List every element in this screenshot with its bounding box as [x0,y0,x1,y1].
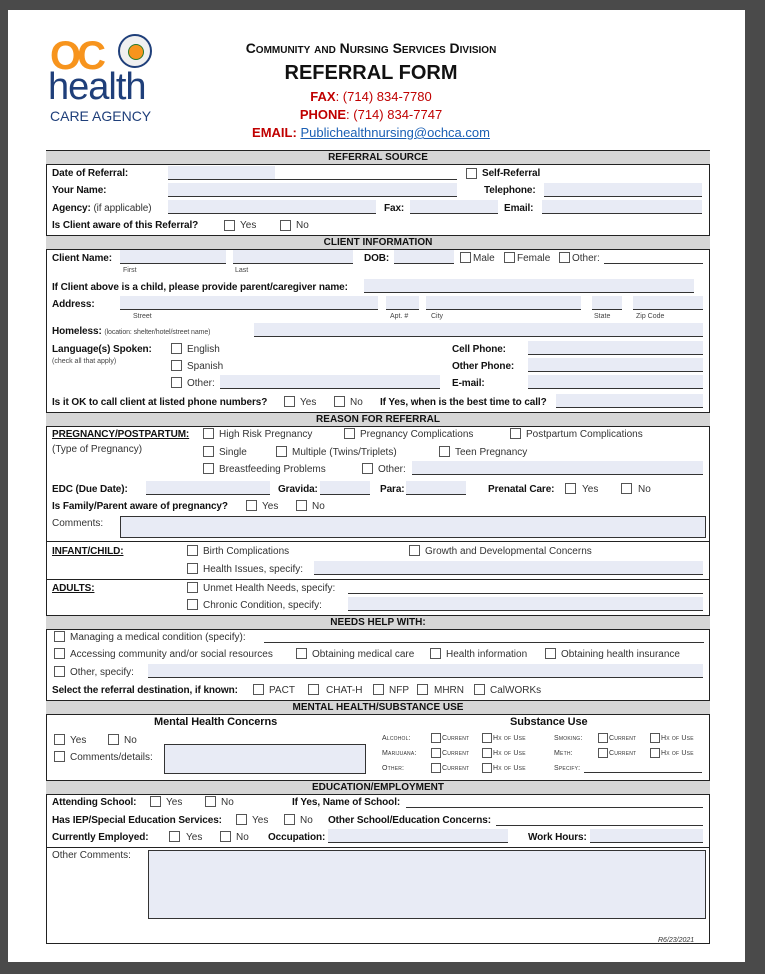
employed-label: Currently Employed: [52,832,149,843]
health-info-checkbox[interactable] [430,648,441,659]
aware-no-checkbox[interactable] [280,220,291,231]
preg-other-field[interactable] [412,461,703,475]
zip-caption: Zip Code [636,313,665,320]
dob-label: DOB: [364,253,390,264]
attending-yes-checkbox[interactable] [150,796,161,807]
last-caption: Last [235,267,249,274]
employed-no-label: No [236,832,249,843]
alcohol-hx-label: Hx of Use [493,735,526,742]
smoking-label: Smoking: [554,735,583,742]
phone-line [178,107,564,122]
employed-yes-label: Yes [186,832,203,843]
work-hours-label: Work Hours: [528,832,587,843]
phone-label: PHONE [299,107,347,122]
obtaining-care-checkbox[interactable] [296,648,307,659]
logo-agency: CARE AGENCY [50,108,152,124]
ok-call-no-checkbox[interactable] [334,396,345,407]
breastfeeding-label: Breastfeeding Problems [219,464,326,475]
section-education: EDUCATION/EMPLOYMENT [46,780,710,795]
accessing-checkbox[interactable] [54,648,65,659]
attending-school-label: Attending School: [52,797,137,808]
health-issues-field[interactable] [314,561,703,575]
needs-other-checkbox[interactable] [54,666,65,677]
mh-title: Mental Health Concerns [154,716,278,728]
infant-child-label: INFANT/CHILD: [52,546,124,557]
occupation-label: Occupation: [268,832,326,843]
agency-label [52,203,151,214]
family-aware-yes-checkbox[interactable] [246,500,257,511]
divider-infant [46,541,710,542]
logo-health: health [48,66,146,108]
su-other-hx-label: Hx of Use [493,765,526,772]
marijuana-hx-checkbox[interactable] [482,748,492,758]
email-line [178,125,564,140]
client-email-field[interactable] [528,375,703,389]
attending-yes-label: Yes [166,797,183,808]
homeless-field[interactable] [254,323,703,337]
birth-complications-checkbox[interactable] [187,545,198,556]
other-comments-label: Other Comments: [52,850,131,861]
section-client-information: CLIENT INFORMATION [46,235,710,250]
prenatal-label: Prenatal Care: [488,484,555,495]
pregnancy-type-note: (Type of Pregnancy) [52,444,143,455]
agency-text: Agency: [52,203,91,214]
destination-label: Select the referral destination, if known: [52,685,238,696]
fax-field-label: Fax: [384,203,405,214]
iep-no-label: No [300,815,313,826]
alcohol-current-checkbox[interactable] [431,733,441,743]
work-hours-field[interactable] [590,829,703,843]
meth-current-checkbox[interactable] [598,748,608,758]
high-risk-checkbox[interactable] [203,428,214,439]
mh-yes-checkbox[interactable] [54,734,65,745]
dest-chath-checkbox[interactable] [308,684,319,695]
prenatal-yes-label: Yes [582,484,599,495]
aware-yes-label: Yes [240,220,257,231]
meth-hx-label: Hx of Use [661,750,694,757]
logo [48,36,168,136]
language-other-field[interactable] [220,375,440,389]
logo-oc: OC [50,34,102,78]
first-caption: First [123,267,137,274]
other-concerns-label: Other School/Education Concerns: [328,815,491,826]
other-concerns-field[interactable] [496,812,703,826]
divider-other-comments [46,847,710,848]
marijuana-hx-label: Hx of Use [493,750,526,757]
prenatal-yes-checkbox[interactable] [565,483,576,494]
dest-pact-label: PACT [269,685,295,696]
accessing-label: Accessing community and/or social resources [70,649,273,660]
spanish-label: Spanish [187,361,224,372]
dest-nfp-checkbox[interactable] [373,684,384,695]
meth-label: Meth: [554,750,573,757]
single-label: Single [219,447,247,458]
family-aware-yes-label: Yes [262,501,279,512]
phone-value: : (714) 834-7747 [346,107,443,122]
growth-checkbox[interactable] [409,545,420,556]
meth-hx-checkbox[interactable] [650,748,660,758]
other-gender-label: Other: [572,253,600,264]
mh-no-checkbox[interactable] [108,734,119,745]
language-note: (check all that apply) [52,358,117,365]
other-gender-checkbox[interactable] [559,252,570,263]
language-other-label: Other: [187,378,215,389]
city-field[interactable] [426,296,581,310]
child-caregiver-label: If Client above is a child, please provide parent/caregiver name: [52,282,348,293]
employed-yes-checkbox[interactable] [169,831,180,842]
alcohol-label: Alcohol: [382,735,411,742]
mh-comments-checkbox[interactable] [54,751,65,762]
single-checkbox[interactable] [203,446,214,457]
chronic-checkbox[interactable] [187,599,198,610]
other-phone-field[interactable] [528,358,703,372]
school-name-field[interactable] [406,794,703,808]
alcohol-current-label: Current [442,735,470,742]
zip-field[interactable] [633,296,703,310]
first-name-field[interactable] [120,250,226,264]
agency-field[interactable] [168,200,376,214]
complications-checkbox[interactable] [344,428,355,439]
su-other-label: Other: [382,765,405,772]
section-referral-source: REFERRAL SOURCE [46,150,710,165]
family-aware-label: Is Family/Parent aware of pregnancy? [52,501,228,512]
date-extra-line [275,166,457,180]
managing-field[interactable] [264,629,704,643]
street-caption: Street [133,313,152,320]
fax-line [178,89,564,104]
managing-checkbox[interactable] [54,631,65,642]
dest-mhrn-label: MHRN [434,685,464,696]
self-referral-checkbox[interactable] [466,168,477,179]
health-info-label: Health information [446,649,528,660]
date-of-referral-label: Date of Referral: [52,168,129,179]
email-label: EMAIL: [252,125,297,140]
homeless-text: Homeless: [52,326,102,337]
meth-current-label: Current [609,750,637,757]
client-name-label: Client Name: [52,253,112,264]
dest-calworks-label: CalWORKs [490,685,542,696]
homeless-note: (location: shelter/hotel/street name) [104,329,211,336]
last-name-field[interactable] [233,250,353,264]
city-caption: City [431,313,444,320]
language-label: Language(s) Spoken: [52,344,152,355]
school-name-label: If Yes, Name of School: [292,797,401,808]
female-label: Female [517,253,551,264]
best-time-label: If Yes, when is the best time to call? [380,397,547,408]
attending-no-checkbox[interactable] [205,796,216,807]
obtaining-care-label: Obtaining medical care [312,649,415,660]
section-mh-su: MENTAL HEALTH/SUBSTANCE USE [46,700,710,715]
aware-yes-checkbox[interactable] [224,220,235,231]
dob-field[interactable] [394,250,454,264]
para-label: Para: [380,484,405,495]
iep-yes-checkbox[interactable] [236,814,247,825]
unmet-needs-label: Unmet Health Needs, specify: [203,583,336,594]
specify-label: Specify: [554,765,581,772]
client-aware-label: Is Client aware of this Referral? [52,220,199,231]
insurance-checkbox[interactable] [545,648,556,659]
iep-label: Has IEP/Special Education Services: [52,815,222,826]
ok-to-call-label: Is it OK to call client at listed phone numbers? [52,397,268,408]
email-link[interactable]: Publichealthnursing@ochca.com [300,125,490,140]
family-aware-no-label: No [312,501,325,512]
alcohol-hx-checkbox[interactable] [482,733,492,743]
ok-call-yes-checkbox[interactable] [284,396,295,407]
state-field[interactable] [592,296,622,310]
birth-complications-label: Birth Complications [203,546,290,557]
division-title: Community and Nursing Services Division [245,40,497,56]
your-name-label: Your Name: [52,185,107,196]
address-label: Address: [52,299,95,310]
email-field-label: Email: [504,203,534,214]
other-gender-field[interactable] [604,250,703,264]
date-of-referral-field[interactable] [168,166,275,180]
mh-comments-field[interactable] [164,744,366,774]
fax-field[interactable] [410,200,498,214]
english-checkbox[interactable] [171,343,182,354]
growth-label: Growth and Developmental Concerns [425,546,592,557]
apt-field[interactable] [386,296,419,310]
preg-other-label: Other: [378,464,406,475]
high-risk-label: High Risk Pregnancy [219,429,313,440]
dest-chath-label: CHAT-H [326,685,363,696]
occupation-field[interactable] [328,829,508,843]
female-checkbox[interactable] [504,252,515,263]
insurance-label: Obtaining health insurance [561,649,680,660]
family-aware-no-checkbox[interactable] [296,500,307,511]
prenatal-no-checkbox[interactable] [621,483,632,494]
marijuana-label: Marijuana: [382,750,417,757]
ok-call-yes-label: Yes [300,397,317,408]
fax-label: FAX [310,89,336,104]
cell-phone-field[interactable] [528,341,703,355]
su-title: Substance Use [510,716,588,728]
client-email-label: E-mail: [452,378,485,389]
su-other-hx-checkbox[interactable] [482,763,492,773]
comments-label: Comments: [52,518,104,529]
mh-no-label: No [124,735,137,746]
teen-checkbox[interactable] [439,446,450,457]
employed-no-checkbox[interactable] [220,831,231,842]
marijuana-current-checkbox[interactable] [431,748,441,758]
gravida-field[interactable] [320,481,370,495]
multiple-label: Multiple (Twins/Triplets) [292,447,397,458]
edc-field[interactable] [146,481,270,495]
gravida-label: Gravida: [278,484,318,495]
best-time-field[interactable] [556,394,703,408]
smoking-current-checkbox[interactable] [598,733,608,743]
cell-phone-label: Cell Phone: [452,344,506,355]
other-comments-field[interactable] [148,850,706,919]
caregiver-name-field[interactable] [364,279,694,293]
form-frame [46,158,710,944]
preg-other-checkbox[interactable] [362,463,373,474]
smoking-hx-checkbox[interactable] [650,733,660,743]
telephone-field[interactable] [544,183,702,197]
male-checkbox[interactable] [460,252,471,263]
state-caption: State [594,313,611,320]
form-page [8,10,745,962]
su-other-current-checkbox[interactable] [431,763,441,773]
comments-field[interactable] [120,516,706,538]
spanish-checkbox[interactable] [171,360,182,371]
needs-other-field[interactable] [148,664,703,678]
postpartum-checkbox[interactable] [510,428,521,439]
attending-no-label: No [221,797,234,808]
dest-pact-checkbox[interactable] [253,684,264,695]
adults-label: ADULTS: [52,583,95,594]
unmet-needs-checkbox[interactable] [187,582,198,593]
iep-yes-label: Yes [252,815,269,826]
email-field[interactable] [542,200,702,214]
telephone-label: Telephone: [484,185,536,196]
teen-label: Teen Pregnancy [455,447,528,458]
iep-no-checkbox[interactable] [284,814,295,825]
mh-comments-label: Comments/details: [70,752,153,763]
street-field[interactable] [120,296,378,310]
county-seal-icon [118,34,152,68]
section-needs-help: NEEDS HELP WITH: [46,615,710,630]
english-label: English [187,344,220,355]
chronic-label: Chronic Condition, specify: [203,600,322,611]
complications-label: Pregnancy Complications [360,429,474,440]
needs-other-label: Other, specify: [70,667,134,678]
fax-value: : (714) 834-7780 [335,89,432,104]
mh-yes-label: Yes [70,735,87,746]
unmet-needs-field[interactable] [348,580,703,594]
your-name-field[interactable] [168,183,457,197]
su-other-current-label: Current [442,765,470,772]
dest-calworks-checkbox[interactable] [474,684,485,695]
specify-field[interactable] [584,760,702,773]
health-issues-checkbox[interactable] [187,563,198,574]
health-issues-label: Health Issues, specify: [203,564,304,575]
breastfeeding-checkbox[interactable] [203,463,214,474]
homeless-label [52,326,210,337]
form-title: REFERRAL FORM [284,62,458,84]
smoking-hx-label: Hx of Use [661,735,694,742]
revision-date: R6/23/2021 [658,937,695,944]
prenatal-no-label: No [638,484,651,495]
language-other-checkbox[interactable] [171,377,182,388]
multiple-checkbox[interactable] [276,446,287,457]
smoking-current-label: Current [609,735,637,742]
managing-label: Managing a medical condition (specify): [70,632,246,643]
dest-nfp-label: NFP [389,685,409,696]
para-field[interactable] [406,481,466,495]
postpartum-label: Postpartum Complications [526,429,643,440]
section-reason-for-referral: REASON FOR REFERRAL [46,412,710,427]
agency-note: (if applicable) [93,203,152,214]
male-label: Male [473,253,495,264]
ok-call-no-label: No [350,397,363,408]
dest-mhrn-checkbox[interactable] [417,684,428,695]
other-phone-label: Other Phone: [452,361,515,372]
apt-caption: Apt. # [390,313,409,320]
pregnancy-postpartum-label: PREGNANCY/POSTPARTUM: [52,429,190,440]
aware-no-label: No [296,220,309,231]
edc-label: EDC (Due Date): [52,484,128,495]
chronic-field[interactable] [348,597,703,611]
marijuana-current-label: Current [442,750,470,757]
self-referral-label: Self-Referral [482,168,541,179]
